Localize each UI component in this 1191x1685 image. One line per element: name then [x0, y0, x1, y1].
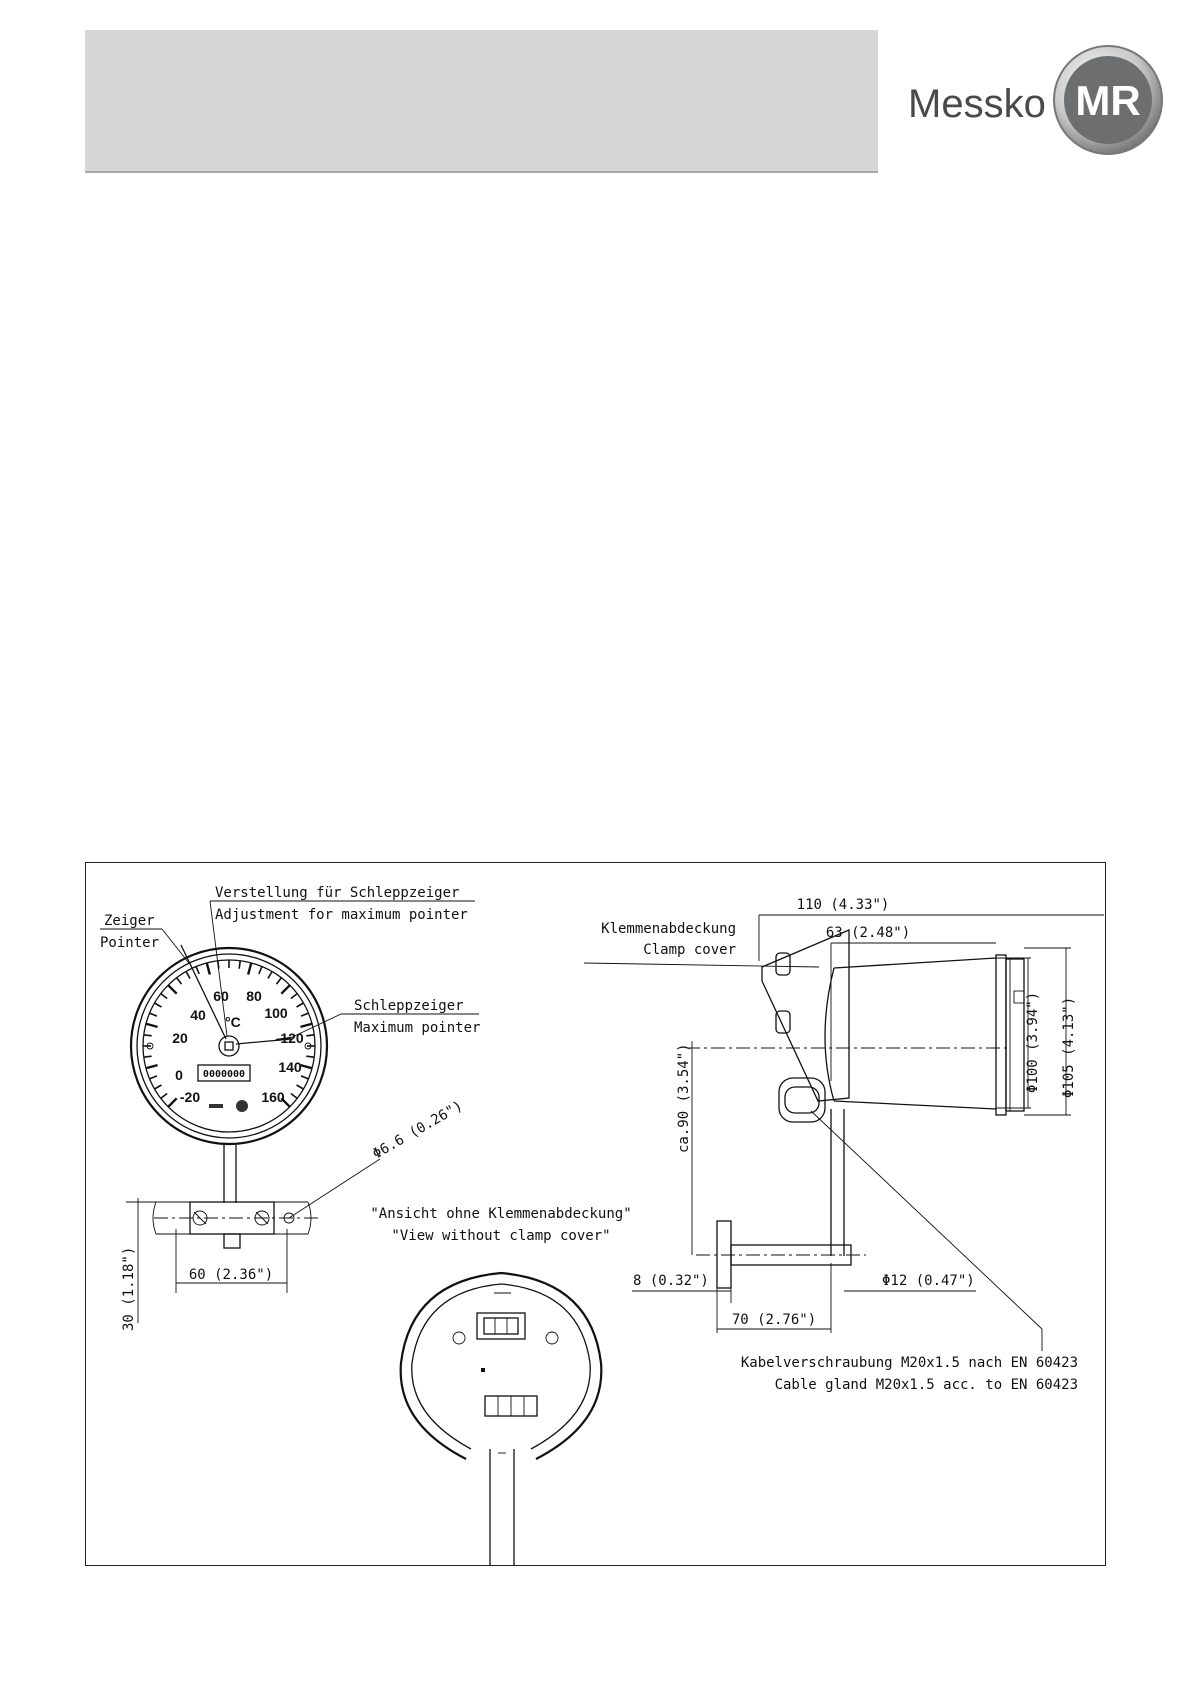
front-view — [100, 885, 480, 1331]
dial-tick — [150, 1076, 157, 1079]
rear-title-de: "Ansicht ohne Klemmenabdeckung" — [370, 1206, 632, 1222]
clamp-cover — [762, 930, 849, 1101]
dial-tick — [146, 1065, 158, 1068]
clamp-leader — [584, 963, 819, 967]
rear-screw-left — [453, 1332, 465, 1344]
counter-digits: 0000000 — [202, 1069, 246, 1080]
header-band — [85, 30, 878, 173]
rear-screw-right — [546, 1332, 558, 1344]
glass — [1006, 959, 1024, 1111]
drawing-frame — [85, 862, 1106, 1566]
scale-label: 100 — [264, 1005, 288, 1021]
dial-tick — [239, 961, 240, 969]
scale-label: 140 — [278, 1059, 302, 1075]
dial-tick — [268, 972, 272, 979]
case-bottom — [834, 1101, 996, 1109]
hole-dim: Φ6.6 (0.26") — [370, 1098, 466, 1163]
dim-70: 70 (2.76") — [731, 1312, 817, 1328]
gland-leader-diag — [811, 1111, 1042, 1329]
dim-8: 8 (0.32") — [633, 1273, 709, 1289]
mr-badge-text: MR — [1075, 77, 1141, 124]
dial-tick — [144, 1056, 152, 1057]
clamp-label-de: Klemmenabdeckung — [601, 921, 736, 937]
dial-tick — [297, 1003, 304, 1007]
dial-tick — [306, 1056, 314, 1057]
dial-unit: °C — [225, 1014, 241, 1030]
dial-tick — [161, 994, 167, 999]
technical-drawing — [86, 863, 1105, 1565]
terminal-inner — [484, 1318, 518, 1334]
dial-tick — [150, 1013, 157, 1016]
clamp-label-en: Clamp cover — [643, 942, 736, 958]
dial-tick — [146, 1024, 158, 1027]
pointer-leader — [162, 929, 192, 967]
bezel — [996, 955, 1006, 1115]
dial-tick — [300, 1024, 312, 1027]
maxptr-leader — [286, 1014, 341, 1040]
pointer-label-en: Pointer — [100, 935, 160, 951]
scale-label: 20 — [172, 1030, 188, 1046]
front-screw — [1014, 991, 1024, 1003]
dial-tick — [291, 1093, 297, 1098]
gauge-ring-2 — [137, 954, 321, 1138]
case-front-curve — [825, 968, 834, 1101]
rear-housing — [401, 1273, 602, 1459]
maxptr-label-en: Maximum pointer — [354, 1020, 481, 1036]
rear-housing-inner — [412, 1284, 590, 1449]
dial-tick — [196, 967, 199, 974]
scale-label: -20 — [179, 1089, 201, 1105]
adjust-label-en: Adjustment for maximum pointer — [215, 907, 468, 923]
brand-label — [209, 1104, 223, 1108]
rear-title-en: "View without clamp cover" — [391, 1228, 611, 1244]
dial-tick — [281, 985, 289, 993]
brand-mark — [236, 1100, 248, 1112]
bracket-lower-stem — [224, 1234, 240, 1248]
dial-tick — [161, 1093, 167, 1098]
dial-tick — [301, 1076, 308, 1079]
dial-tick — [248, 963, 251, 975]
gland-label-de: Kabelverschraubung M20x1.5 nach EN 60423 — [740, 1355, 1078, 1371]
dim-12: Φ12 (0.47") — [882, 1273, 975, 1289]
sensor-flange — [717, 1221, 731, 1288]
dial-tick — [155, 1003, 162, 1007]
dial-tick — [300, 1065, 312, 1068]
dial-tick — [306, 1035, 314, 1036]
height-dim: 30 (1.18") — [121, 1246, 137, 1331]
rear-view — [370, 1206, 631, 1565]
hub-square — [225, 1042, 233, 1050]
dial-tick — [207, 963, 210, 975]
dial-tick — [186, 972, 190, 979]
dial-tick — [155, 1085, 162, 1089]
width-dim: 60 (2.36") — [188, 1267, 274, 1283]
hole-leader — [289, 1159, 380, 1218]
hub-outer — [219, 1036, 239, 1056]
maxptr-label-de: Schleppzeiger — [354, 998, 464, 1014]
adjust-label-de: Verstellung für Schleppzeiger — [215, 885, 460, 901]
dial-tick — [291, 994, 297, 999]
pointer-label-de: Zeiger — [104, 913, 155, 929]
dim-110: 110 (4.33") — [796, 897, 890, 913]
gland-label-en: Cable gland M20x1.5 acc. to EN 60423 — [774, 1377, 1078, 1393]
scale-label: 40 — [190, 1007, 206, 1023]
scale-label: 120 — [280, 1030, 304, 1046]
brand-text: Messko — [908, 82, 1046, 126]
gauge-outer-ring — [131, 948, 327, 1144]
messko-mr-logo — [908, 44, 1168, 156]
scale-label: 60 — [213, 988, 229, 1004]
dial-tick — [259, 967, 262, 974]
dial-tick — [144, 1035, 152, 1036]
scale-label: 0 — [175, 1067, 183, 1083]
dial-tick — [297, 1085, 304, 1089]
dial-tick — [177, 978, 182, 984]
rear-marker — [481, 1368, 485, 1372]
dial-tick — [168, 985, 176, 993]
scale-label: 160 — [261, 1089, 285, 1105]
dim-63: 63 (2.48") — [825, 925, 911, 941]
dial-tick — [276, 978, 281, 984]
dial-tick — [168, 1098, 176, 1106]
dim-90: ca.90 (3.54") — [676, 1043, 692, 1153]
dim-100: Φ100 (3.94") — [1025, 991, 1041, 1093]
dim-105: Φ105 (4.13") — [1061, 996, 1077, 1098]
side-view — [584, 897, 1104, 1393]
case-top — [834, 958, 996, 968]
dial-tick — [301, 1013, 308, 1016]
scale-label: 80 — [246, 988, 262, 1004]
